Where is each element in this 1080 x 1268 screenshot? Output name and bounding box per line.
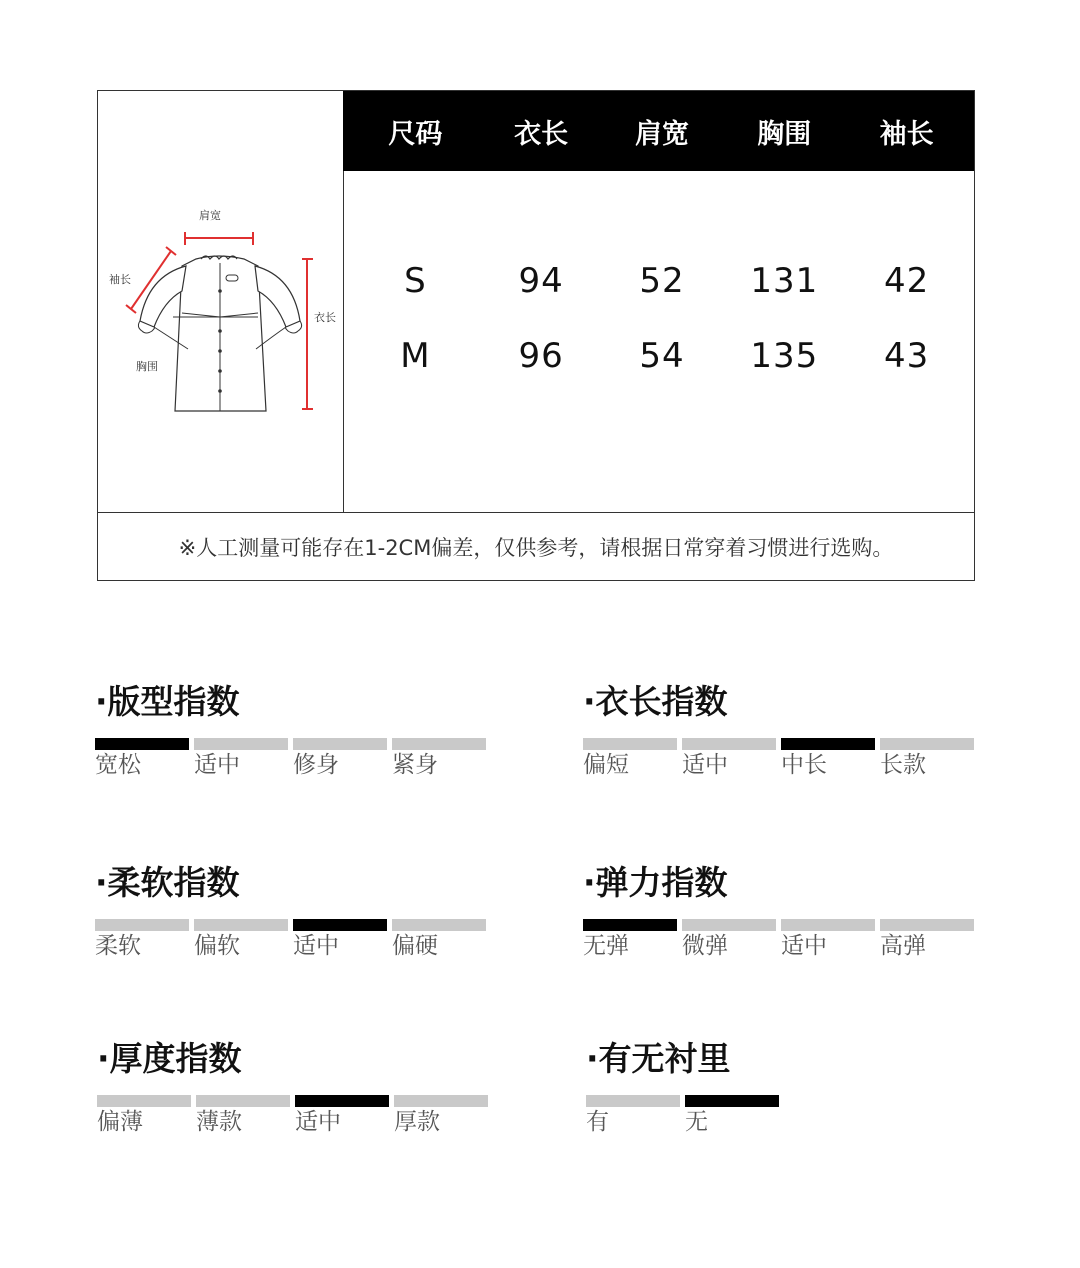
option-label: 柔软	[95, 933, 141, 959]
diagram-label-bust: 胸围	[136, 360, 158, 373]
cell-shoulder: 52	[639, 261, 685, 301]
option-label: 无弹	[583, 933, 629, 959]
diagram-label-sleeve: 袖长	[109, 273, 131, 286]
index-options	[583, 927, 979, 960]
header-shoulder: 肩宽	[634, 118, 689, 150]
option-label: 偏薄	[97, 1109, 143, 1135]
option-label: 无	[685, 1109, 708, 1135]
option-label: 微弹	[682, 933, 728, 959]
header-sleeve: 袖长	[879, 118, 934, 150]
option-label: 偏硬	[392, 933, 438, 959]
header-length: 衣长	[514, 118, 569, 150]
option-label: 适中	[295, 1109, 341, 1135]
index-title: ·版型指数	[95, 682, 240, 721]
option-label: 高弹	[880, 933, 926, 959]
option-label: 宽松	[95, 752, 141, 778]
diagram-label-length: 衣长	[314, 311, 336, 324]
index-options	[95, 927, 491, 960]
index-options	[97, 1103, 493, 1136]
option-label: 偏软	[194, 933, 240, 959]
index-title: ·衣长指数	[583, 682, 728, 721]
cell-length: 96	[518, 336, 564, 376]
option-label: 紧身	[392, 752, 438, 778]
measurement-note: ※人工测量可能存在1-2CM偏差，仅供参考，请根据日常穿着习惯进行选购。	[98, 512, 974, 580]
option-label: 薄款	[196, 1109, 242, 1135]
index-thickness	[97, 1033, 440, 1135]
diagram-label-shoulder: 肩宽	[199, 209, 221, 222]
table-body	[343, 171, 974, 512]
cell-size: M	[400, 336, 431, 376]
cell-bust: 135	[750, 336, 819, 376]
index-options	[583, 746, 979, 779]
index-options	[95, 746, 491, 779]
header-bust: 胸围	[757, 118, 812, 150]
index-title: ·有无衬里	[586, 1039, 731, 1078]
table-row	[343, 336, 974, 376]
option-label: 偏短	[583, 752, 629, 778]
table-row	[343, 261, 974, 301]
garment-diagram	[98, 91, 344, 512]
index-softness	[95, 857, 438, 959]
option-label: 适中	[781, 933, 827, 959]
index-options	[586, 1103, 784, 1136]
garment-sketch	[98, 91, 343, 512]
option-label: 中长	[781, 752, 827, 778]
index-title: ·弹力指数	[583, 863, 728, 902]
index-fit	[95, 676, 438, 778]
table-header	[343, 91, 974, 171]
cell-length: 94	[518, 261, 564, 301]
cell-bust: 131	[750, 261, 819, 301]
option-label: 厚款	[394, 1109, 440, 1135]
index-elasticity	[583, 857, 926, 959]
index-title: ·厚度指数	[97, 1039, 242, 1078]
index-length	[583, 676, 926, 778]
option-label: 长款	[880, 752, 926, 778]
cell-shoulder: 54	[639, 336, 685, 376]
header-size: 尺码	[388, 118, 443, 150]
index-title: ·柔软指数	[95, 863, 240, 902]
cell-size: S	[404, 261, 427, 301]
option-label: 修身	[293, 752, 339, 778]
size-table	[97, 90, 975, 581]
option-label: 适中	[293, 933, 339, 959]
option-label: 适中	[682, 752, 728, 778]
option-label: 有	[586, 1109, 609, 1135]
index-lining	[586, 1033, 731, 1135]
cell-sleeve: 42	[883, 261, 930, 301]
option-label: 适中	[194, 752, 240, 778]
cell-sleeve: 43	[883, 336, 930, 376]
